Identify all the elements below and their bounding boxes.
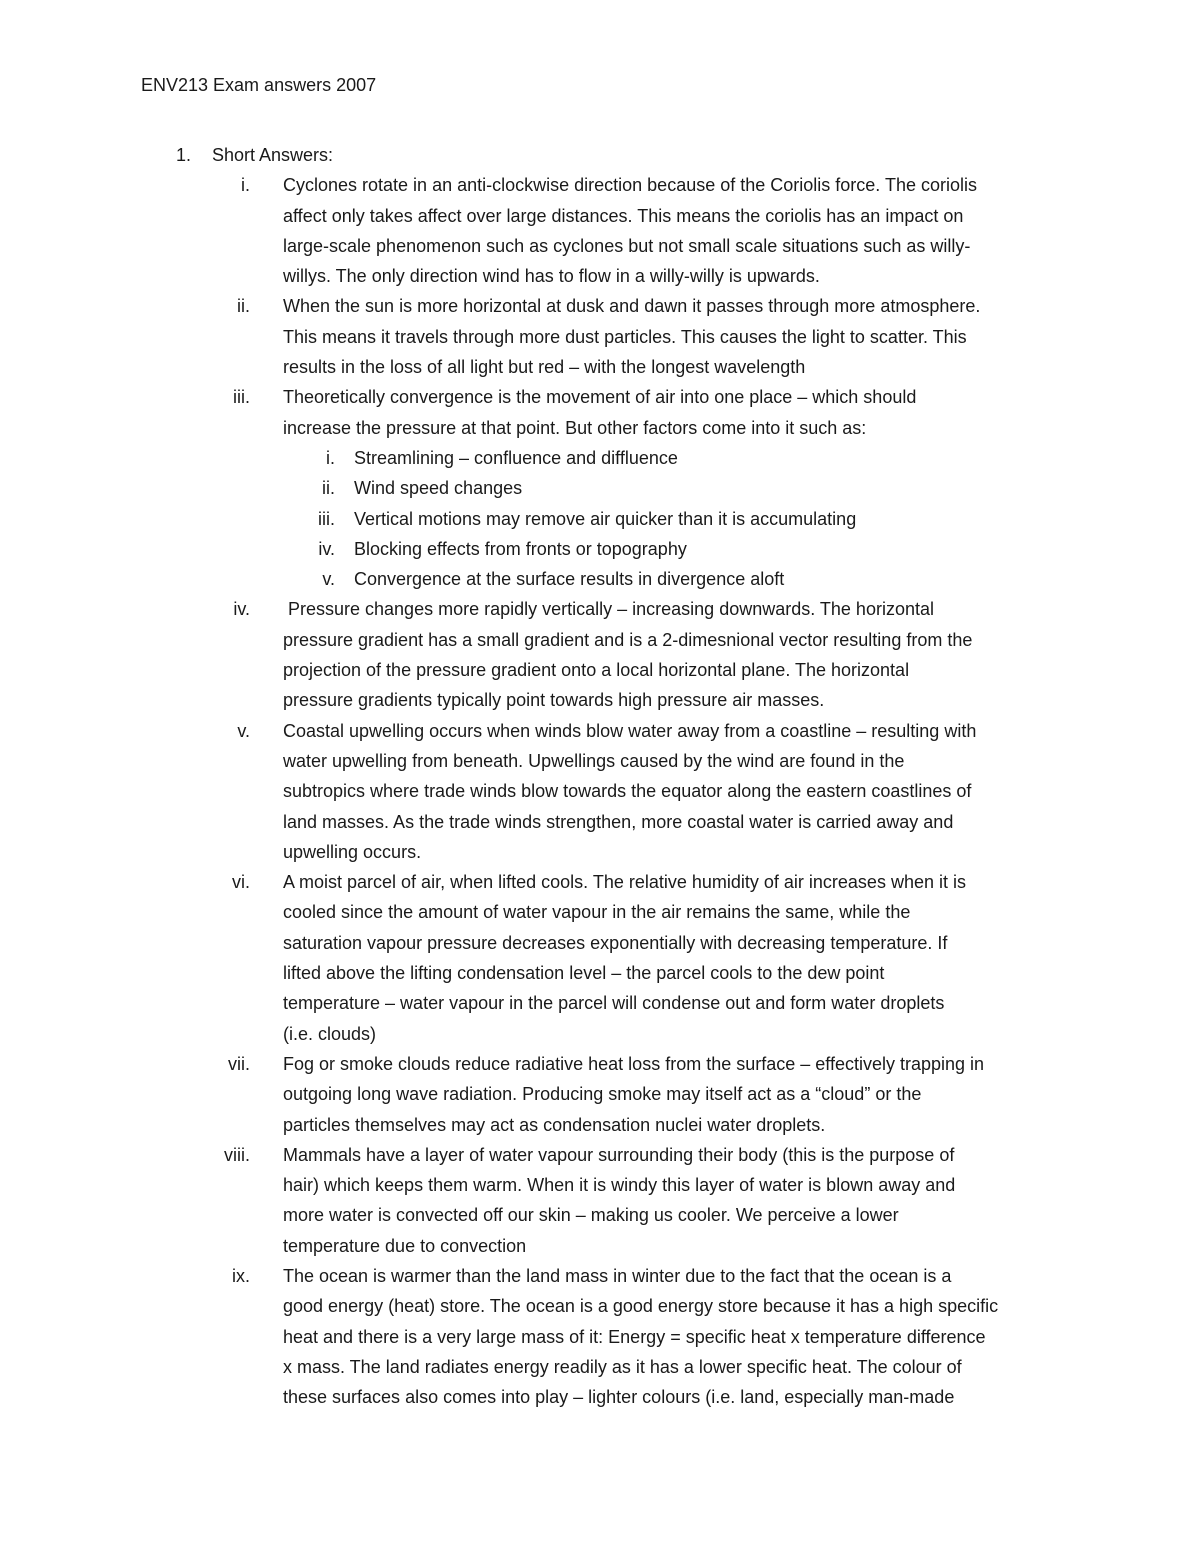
answer-numeral: vii. bbox=[228, 1053, 250, 1074]
answer-line: Coastal upwelling occurs when winds blow water away from a coastline – resulting with bbox=[283, 720, 977, 741]
sub-item-text: Convergence at the surface results in divergence aloft bbox=[354, 569, 785, 590]
answer-line: Cyclones rotate in an anti-clockwise direction because of the Coriolis force. The coriolis bbox=[283, 175, 977, 196]
answer-line: these surfaces also comes into play – lighter colours (i.e. land, especially man-made bbox=[283, 1387, 955, 1408]
answer-line: A moist parcel of air, when lifted cools. The relative humidity of air increases when it is bbox=[283, 872, 966, 893]
sub-item-text: Vertical motions may remove air quicker than it is accumulating bbox=[354, 508, 857, 529]
answer-line: cooled since the amount of water vapour in the air remains the same, while the bbox=[283, 902, 911, 923]
sub-item-numeral: v. bbox=[322, 569, 335, 590]
answer-line: saturation vapour pressure decreases exponentially with decreasing temperature. If bbox=[283, 932, 948, 953]
answer-line: lifted above the lifting condensation level – the parcel cools to the dew point bbox=[283, 963, 885, 984]
answer-line: temperature due to convection bbox=[283, 1235, 527, 1256]
answer-item bbox=[0, 291, 1200, 382]
sub-item bbox=[0, 473, 1200, 503]
answer-line: heat and there is a very large mass of it: Energy = specific heat x temperature difference bbox=[283, 1326, 986, 1347]
answer-numeral: iv. bbox=[233, 599, 250, 620]
answer-item bbox=[0, 170, 1200, 291]
answer-line: Theoretically convergence is the movement of air into one place – which should bbox=[283, 387, 917, 408]
answer-line: good energy (heat) store. The ocean is a good energy store because it has a high specific bbox=[283, 1296, 999, 1317]
answer-text bbox=[283, 1140, 1073, 1261]
answer-text bbox=[283, 716, 1073, 867]
answer-item bbox=[0, 594, 1200, 715]
answer-line: projection of the pressure gradient onto a local horizontal plane. The horizontal bbox=[283, 660, 910, 681]
answer-line: more water is convected off our skin – making us cooler. We perceive a lower bbox=[283, 1205, 899, 1226]
answer-numeral: iii. bbox=[233, 387, 250, 408]
sub-item-numeral: iv. bbox=[318, 538, 335, 559]
answer-line: (i.e. clouds) bbox=[283, 1023, 377, 1044]
answer-line: affect only takes affect over large distances. This means the coriolis has an impact on bbox=[283, 205, 964, 226]
question-block bbox=[0, 140, 1200, 1412]
answer-numeral: ix. bbox=[232, 1265, 250, 1286]
sub-item-text: Blocking effects from fronts or topography bbox=[354, 538, 687, 559]
answer-item bbox=[0, 382, 1200, 443]
answer-line: outgoing long wave radiation. Producing smoke may itself act as a “cloud” or the bbox=[283, 1084, 922, 1105]
answer-line: pressure gradient has a small gradient and is a 2-dimesnional vector resulting from the bbox=[283, 629, 973, 650]
sub-item bbox=[0, 504, 1200, 534]
answer-text bbox=[283, 382, 1073, 443]
answer-text bbox=[283, 170, 1073, 291]
sub-item-numeral: iii. bbox=[318, 508, 335, 529]
answer-line: willys. The only direction wind has to flow in a willy-willy is upwards. bbox=[283, 266, 820, 287]
question-number: 1. bbox=[176, 145, 192, 165]
answer-line: Fog or smoke clouds reduce radiative heat loss from the surface – effectively trapping in bbox=[283, 1053, 985, 1074]
sub-item-numeral: ii. bbox=[322, 478, 335, 499]
answer-numeral: v. bbox=[237, 720, 250, 741]
answer-text bbox=[283, 594, 1073, 715]
answer-text bbox=[283, 291, 1073, 382]
sub-item-text: Wind speed changes bbox=[354, 478, 523, 499]
answer-line: land masses. As the trade winds strengthen, more coastal water is carried away and bbox=[283, 811, 954, 832]
answer-line: upwelling occurs. bbox=[283, 841, 422, 862]
question-title: Short Answers: bbox=[212, 145, 334, 165]
answer-line: temperature – water vapour in the parcel will condense out and form water droplets bbox=[283, 993, 945, 1014]
sub-item-numeral: i. bbox=[326, 447, 335, 468]
answer-numeral: viii. bbox=[224, 1144, 250, 1165]
answer-numeral: i. bbox=[241, 175, 250, 196]
sub-item bbox=[0, 443, 1200, 473]
answer-numeral: ii. bbox=[237, 296, 250, 317]
answer-item bbox=[0, 1049, 1200, 1140]
answer-line: hair) which keeps them warm. When it is windy this layer of water is blown away and bbox=[283, 1175, 956, 1196]
sub-item bbox=[0, 564, 1200, 594]
answer-item bbox=[0, 716, 1200, 867]
answer-line: When the sun is more horizontal at dusk and dawn it passes through more atmosphere. bbox=[283, 296, 981, 317]
answer-line: subtropics where trade winds blow towards the equator along the eastern coastlines of bbox=[283, 781, 972, 802]
answer-line: water upwelling from beneath. Upwellings caused by the wind are found in the bbox=[283, 750, 905, 771]
answer-item bbox=[0, 1261, 1200, 1412]
answer-numeral: vi. bbox=[232, 872, 250, 893]
answer-item bbox=[0, 1140, 1200, 1261]
question-heading bbox=[0, 140, 1200, 170]
answer-line: This means it travels through more dust particles. This causes the light to scatter. This bbox=[283, 326, 967, 347]
answer-line: Mammals have a layer of water vapour surrounding their body (this is the purpose of bbox=[283, 1144, 955, 1165]
answer-text bbox=[283, 867, 1073, 1049]
sub-item-text: Streamlining – confluence and diffluence bbox=[354, 447, 678, 468]
answer-line: particles themselves may act as condensation nuclei water droplets. bbox=[283, 1114, 826, 1135]
answer-item bbox=[0, 867, 1200, 1049]
answer-line: large-scale phenomenon such as cyclones but not small scale situations such as willy- bbox=[283, 235, 971, 256]
answer-line: The ocean is warmer than the land mass in winter due to the fact that the ocean is a bbox=[283, 1265, 952, 1286]
document-header: ENV213 Exam answers 2007 bbox=[141, 75, 377, 95]
sub-item bbox=[0, 534, 1200, 564]
answer-line: increase the pressure at that point. But other factors come into it such as: bbox=[283, 417, 867, 438]
answer-line: Pressure changes more rapidly vertically – increasing downwards. The horizontal bbox=[283, 599, 934, 620]
answer-text bbox=[283, 1049, 1073, 1140]
answer-line: pressure gradients typically point towards high pressure air masses. bbox=[283, 690, 825, 711]
answer-line: x mass. The land radiates energy readily as it has a lower specific heat. The colour of bbox=[283, 1356, 962, 1377]
answer-list bbox=[0, 170, 1200, 1412]
answer-line: results in the loss of all light but red – with the longest wavelength bbox=[283, 357, 806, 378]
answer-text bbox=[283, 1261, 1073, 1412]
